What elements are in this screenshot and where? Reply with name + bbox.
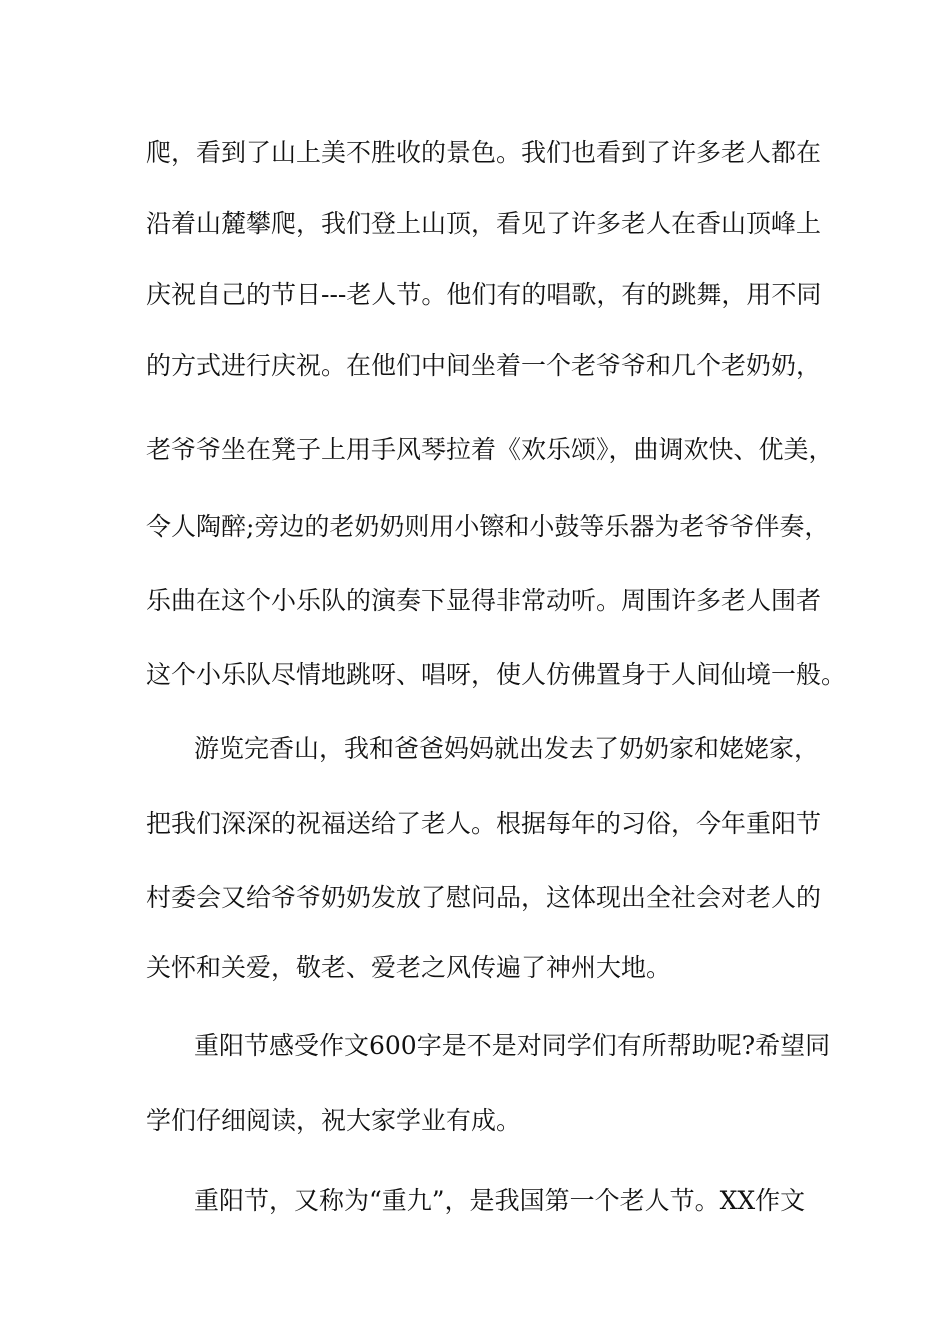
text-line: 把我们深深的祝福送给了老人。根据每年的习俗，今年重阳节: [146, 809, 822, 838]
text-line: 沿着山麓攀爬，我们登上山顶，看见了许多老人在香山顶峰上: [146, 209, 822, 238]
text-line: 庆祝自己的节日---老人节。他们有的唱歌，有的跳舞，用不同: [146, 280, 822, 309]
text-line: 老爷爷坐在凳子上用手风琴拉着《欢乐颂》，曲调欢快、优美，: [146, 435, 834, 464]
text-line: 村委会又给爷爷奶奶发放了慰问品，这体现出全社会对老人的: [146, 883, 822, 912]
text-line: 关怀和关爱，敬老、爱老之风传遍了神州大地。: [146, 953, 672, 982]
text-line: 的方式进行庆祝。在他们中间坐着一个老爷爷和几个老奶奶，: [146, 351, 822, 380]
paragraph-start-line: 重阳节，又称为“重九”，是我国第一个老人节。XX作文: [194, 1186, 806, 1215]
paragraph-start-line: 重阳节感受作文600字是不是对同学们有所帮助呢?希望同: [194, 1031, 831, 1060]
text-line: 乐曲在这个小乐队的演奏下显得非常动听。周围许多老人围者: [146, 586, 822, 615]
text-line: 令人陶醉;旁边的老奶奶则用小镲和小鼓等乐器为老爷爷伴奏，: [146, 512, 830, 541]
text-line: 这个小乐队尽情地跳呀、唱呀，使人仿佛置身于人间仙境一般。: [146, 660, 847, 689]
text-line: 学们仔细阅读，祝大家学业有成。: [146, 1106, 522, 1135]
text-line: 爬，看到了山上美不胜收的景色。我们也看到了许多老人都在: [146, 138, 822, 167]
paragraph-start-line: 游览完香山，我和爸爸妈妈就出发去了奶奶家和姥姥家，: [194, 734, 820, 763]
